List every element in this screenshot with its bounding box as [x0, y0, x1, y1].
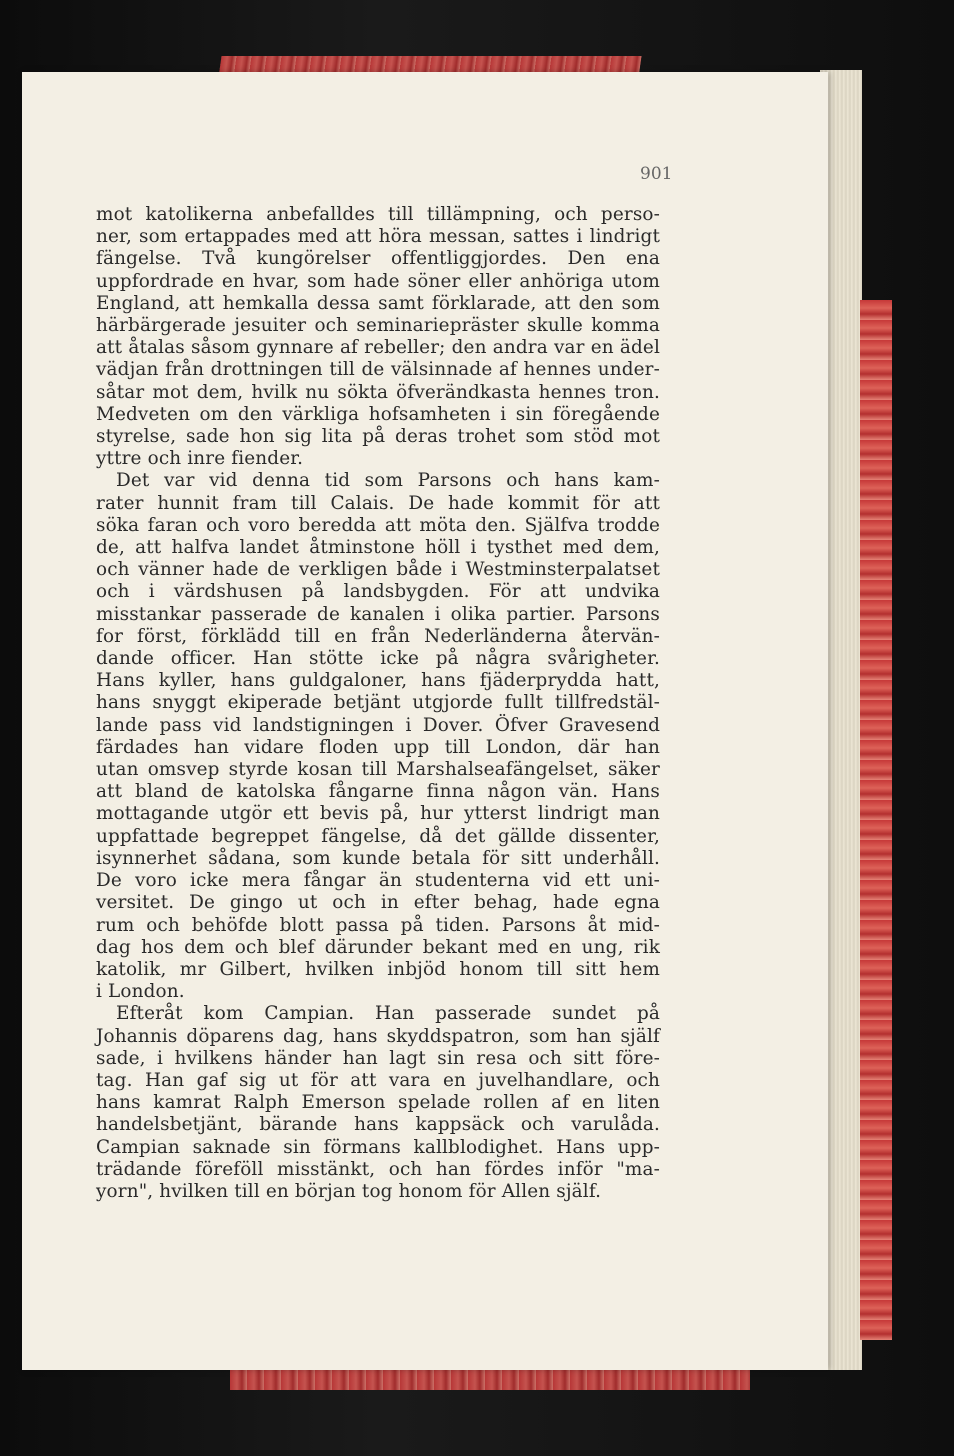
text-line: i London.	[96, 981, 185, 1003]
text-line: tag. Han gaf sig ut för att vara en juvelhandlare, och	[96, 1069, 660, 1091]
text-line: isynnerhet sådana, som kunde betala för sitt underhåll.	[96, 847, 660, 869]
text-line: uppfattade begreppet fängelse, då det gällde dissenter,	[96, 825, 660, 847]
text-line: att åtalas såsom gynnare af rebeller; den andra var en ädel	[96, 337, 660, 359]
text-line: mot katolikerna anbefalldes till tillämpning, och perso-	[96, 204, 660, 225]
text-line: dande officer. Han stötte icke på några svårigheter.	[96, 648, 660, 670]
text-line: härbärgerade jesuiter och seminariepräster skulle komma	[96, 315, 660, 337]
text-line: ner, som ertappades med att höra messan, sattes i lindrigt	[96, 226, 660, 248]
text-line: yorn", hvilken till en början tog honom för Allen själf.	[96, 1180, 602, 1202]
text-line: trädande föreföll misstänkt, och han fördes inför "ma-	[96, 1158, 660, 1180]
text-line: Johannis döparens dag, hans skyddspatron, som han själf	[96, 1025, 660, 1047]
text-line: färdades han vidare floden upp till London, där han	[96, 736, 660, 758]
text-line: England, att hemkalla dessa samt förklarade, att den som	[96, 292, 660, 314]
red-page-edge-right	[860, 300, 892, 1340]
text-line: katolik, mr Gilbert, hvilken inbjöd honom till sitt hem	[96, 958, 660, 980]
text-line: hans snyggt ekiperade betjänt utgjorde fullt tillfredstäl-	[96, 692, 660, 714]
text-line: for först, förklädd till en från Nederländerna återvän-	[96, 625, 660, 647]
text-line: söka faran och voro beredda att möta den. Själfva trodde	[96, 514, 660, 536]
text-line: Hans kyller, hans guldgaloner, hans fjäderprydda hatt,	[96, 670, 660, 692]
text-line: fängelse. Två kungörelser offentliggjordes. Den ena	[96, 248, 660, 270]
text-line: uppfordrade en hvar, som hade söner eller anhöriga utom	[96, 270, 660, 292]
text-line: vädjan från drottningen till de välsinnade af hennes under-	[96, 359, 660, 381]
body-text	[96, 204, 660, 1203]
text-line: De voro icke mera fångar än studenterna vid ett uni-	[96, 870, 660, 892]
text-line: Det var vid denna tid som Parsons och hans kam-	[116, 470, 660, 492]
text-line: hans kamrat Ralph Emerson spelade rollen af en liten	[96, 1092, 660, 1114]
text-line: rum och behöfde blott passa på tiden. Parsons åt mid-	[96, 914, 660, 936]
text-line: Medveten om den värkliga hofsamheten i sin föregående	[96, 403, 660, 425]
text-line: handelsbetjänt, bärande hans kappsäck och varulåda.	[96, 1114, 660, 1136]
text-line: rater hunnit fram till Calais. De hade kommit för att	[96, 492, 660, 514]
text-line: dag hos dem och blef därunder bekant med en ung, rik	[96, 936, 660, 958]
text-line: såtar mot dem, hvilk nu sökta öfverändkasta hennes tron.	[96, 381, 660, 403]
text-line: de, att halfva landet åtminstone höll i tysthet med dem,	[96, 537, 660, 559]
text-line: misstankar passerade de kanalen i olika partier. Parsons	[96, 603, 660, 625]
text-line: versitet. De gingo ut och in efter behag, hade egna	[96, 892, 660, 914]
text-line: Efteråt kom Campian. Han passerade sundet på	[116, 1003, 660, 1025]
text-line: mottagande utgör ett bevis på, hur ytterst lindrigt man	[96, 803, 660, 825]
text-line: Campian saknade sin förmans kallblodighet. Hans upp-	[96, 1136, 660, 1158]
book-page	[22, 72, 828, 1370]
text-line: yttre och inre fiender.	[96, 448, 304, 470]
page-number: 901	[640, 164, 673, 184]
text-line: sade, i hvilkens händer han lagt sin resa och sitt före-	[96, 1047, 660, 1069]
text-line: och vänner hade de verkligen både i Westminsterpalatset	[96, 559, 660, 581]
text-line: utan omsvep styrde kosan till Marshalseafängelset, säker	[96, 759, 660, 781]
text-line: lande pass vid landstigningen i Dover. Öfver Gravesend	[96, 714, 660, 736]
text-line: och i värdshusen på landsbygden. För att undvika	[96, 581, 660, 603]
text-line: styrelse, sade hon sig lita på deras trohet som stöd mot	[96, 426, 660, 448]
text-line: att bland de katolska fångarne finna någon vän. Hans	[96, 781, 660, 803]
